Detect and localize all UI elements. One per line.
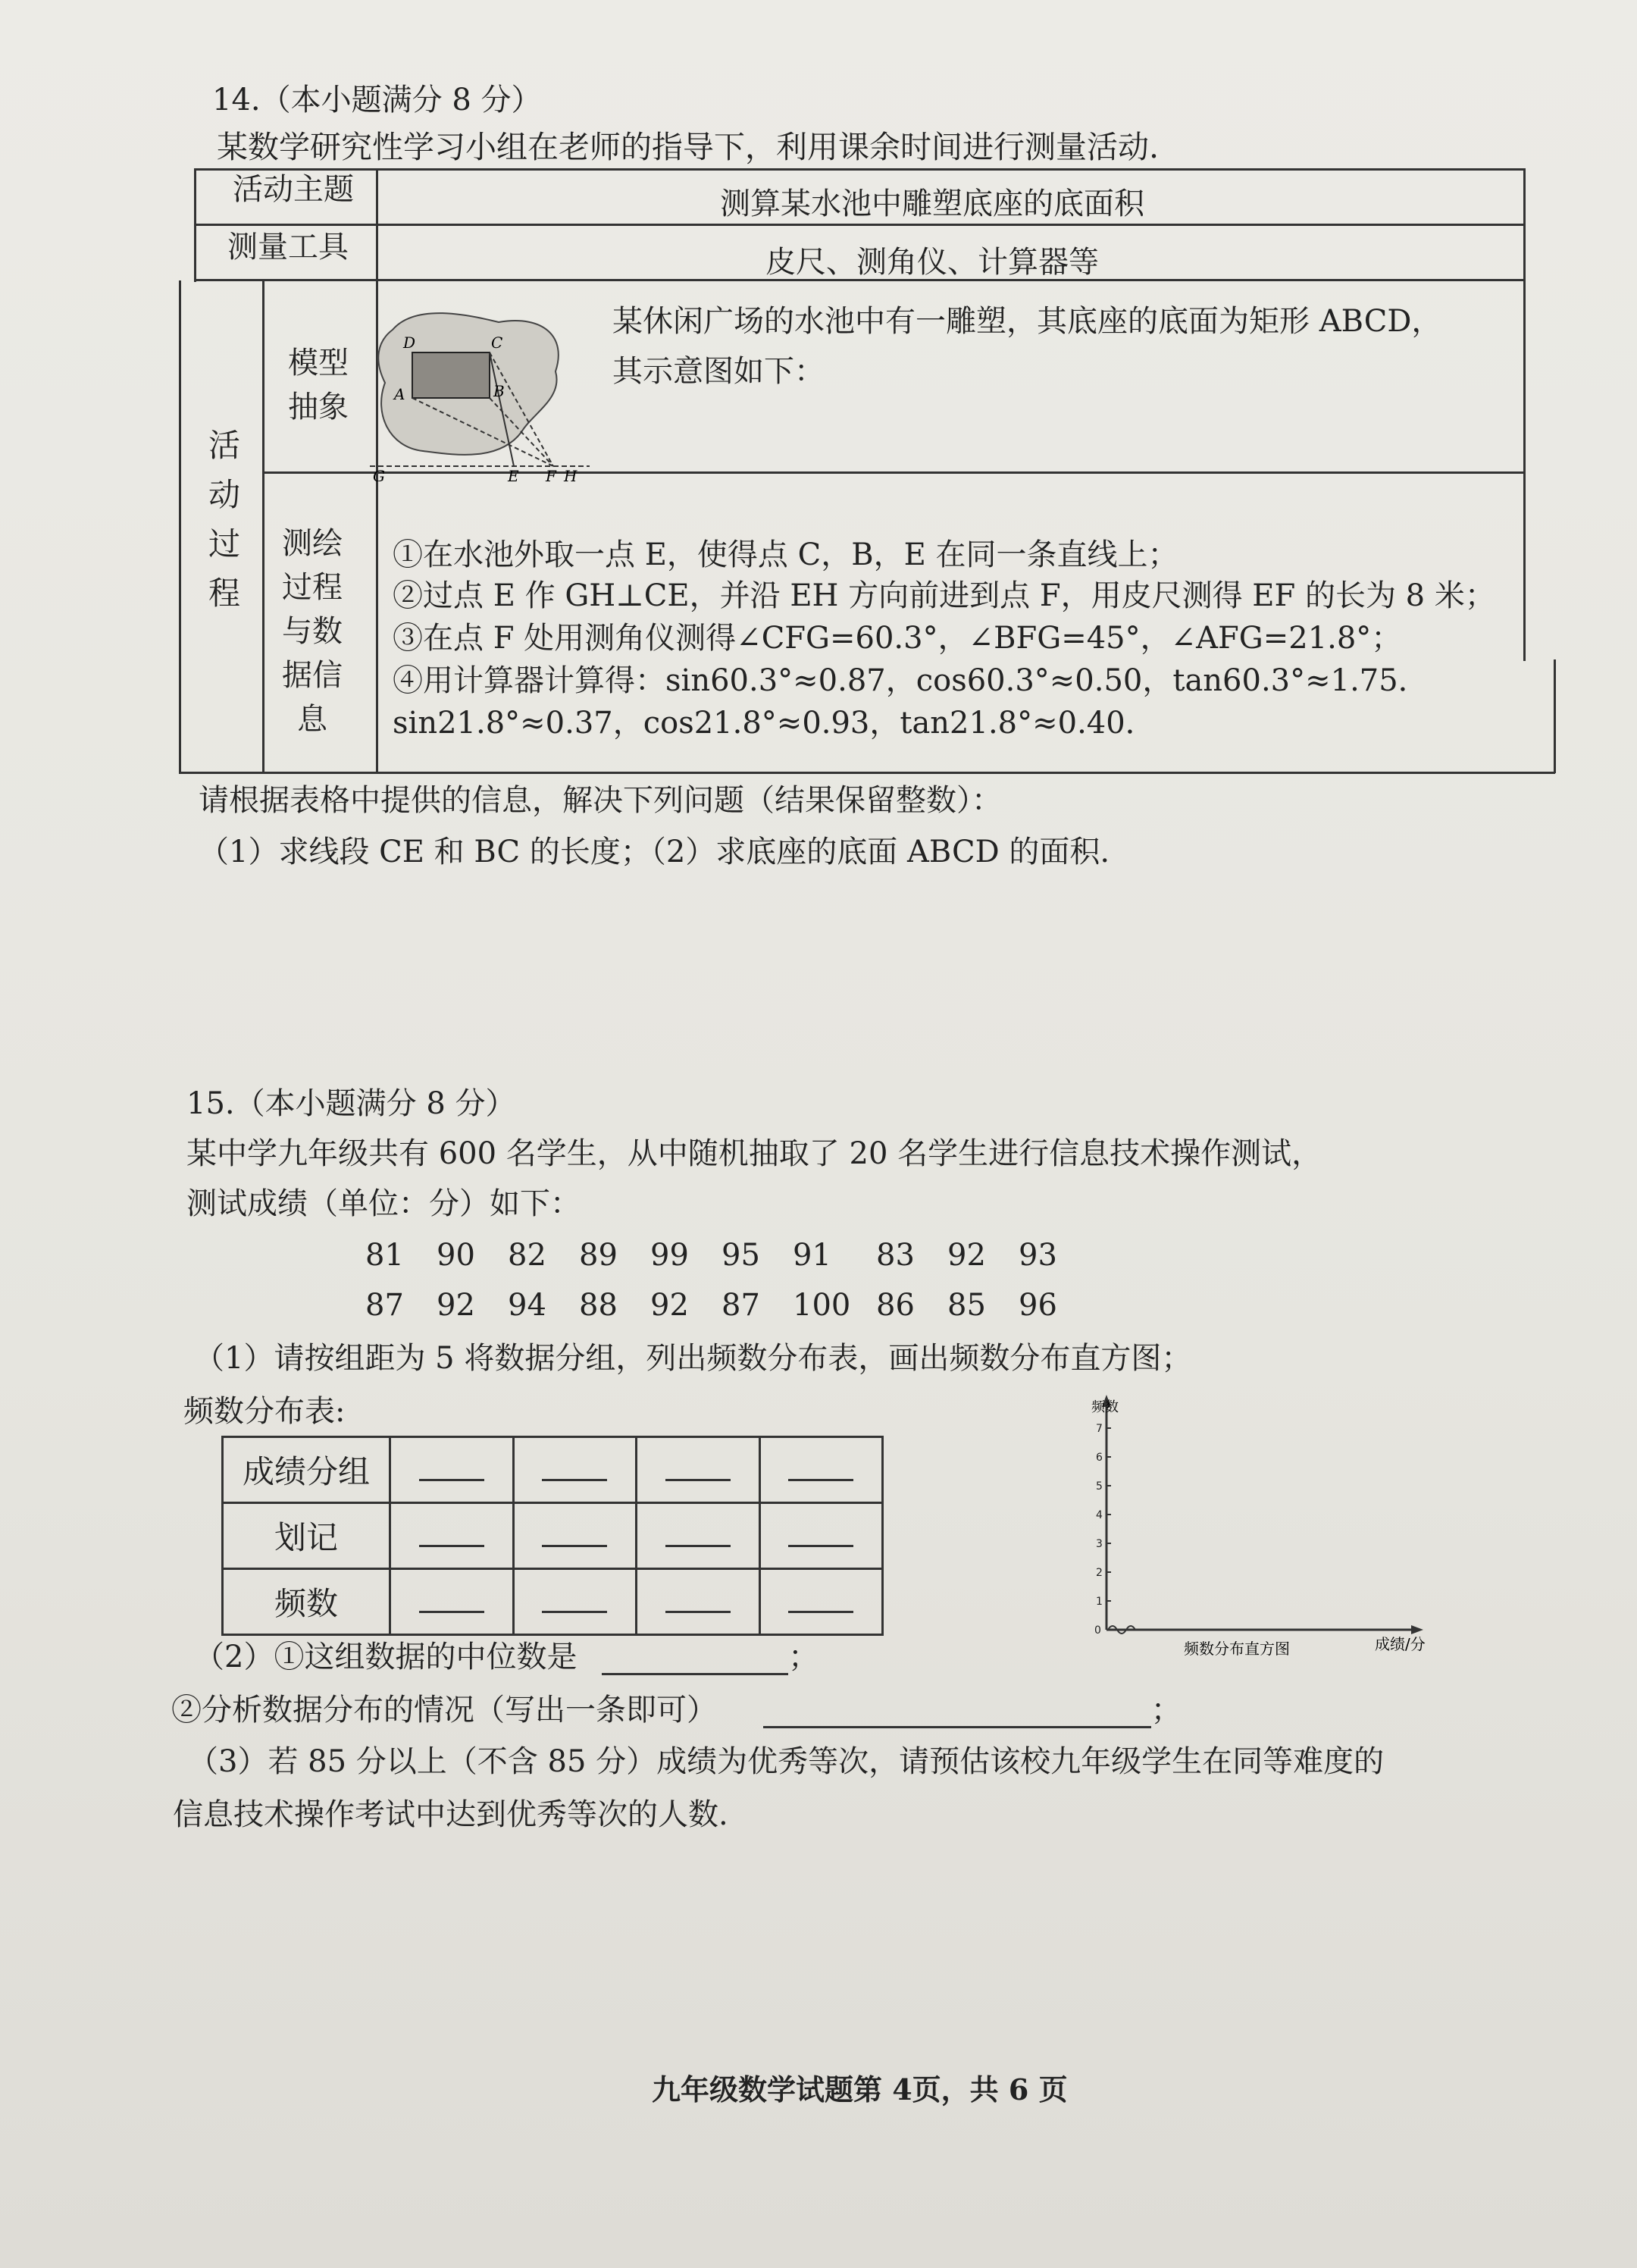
model-label: 模型抽象 (288, 346, 349, 424)
median-answer-blank[interactable] (602, 1643, 788, 1675)
score: 82 (508, 1238, 546, 1273)
semicolon: ； (1150, 1693, 1182, 1728)
y-tick: 6 (1096, 1452, 1103, 1464)
table-row (223, 1437, 883, 1503)
blank-cell[interactable] (637, 1503, 760, 1569)
step-4: ④用计算器计算得：sin60.3°≈0.87，cos60.3°≈0.50，tan60.3°≈1.75． (393, 663, 1429, 698)
score: 83 (876, 1238, 915, 1273)
histogram-caption: 频数分布直方图 (1184, 1640, 1290, 1658)
score: 96 (1019, 1288, 1057, 1323)
table-row (223, 1569, 883, 1635)
score: 94 (508, 1288, 546, 1323)
score: 87 (365, 1288, 404, 1323)
histogram-axes (1058, 1387, 1452, 1675)
y-tick: 5 (1096, 1480, 1103, 1493)
blank-cell[interactable] (513, 1437, 637, 1503)
label-G: G (373, 467, 385, 481)
label-H: H (564, 467, 577, 481)
q14-intro: 某数学研究性学习小组在老师的指导下，利用课余时间进行测量活动. (217, 129, 1160, 165)
y-tick: 4 (1096, 1509, 1103, 1521)
score: 85 (947, 1288, 986, 1323)
frequency-table (221, 1436, 884, 1636)
score: 89 (579, 1238, 618, 1273)
y-tick: 0 (1094, 1624, 1101, 1637)
model-text-1: 某休闲广场的水池中有一雕塑，其底座的底面为矩形 ABCD， (612, 304, 1442, 339)
q15-header: 15.（本小题满分 8 分） (186, 1086, 516, 1121)
score: 88 (579, 1288, 618, 1323)
y-tick: 1 (1096, 1596, 1103, 1608)
blank-cell[interactable] (759, 1437, 883, 1503)
step-2: ②过点 E 作 GH⊥CE，并沿 EH 方向前进到点 F，用皮尺测得 EF 的长为 8 米； (393, 578, 1495, 613)
table-row (223, 1503, 883, 1569)
blank-cell[interactable] (390, 1569, 514, 1635)
row-header: 成绩分组 (223, 1437, 390, 1503)
y-tick: 3 (1096, 1538, 1103, 1550)
step-1: ①在水池外取一点 E，使得点 C，B，E 在同一条直线上； (393, 537, 1178, 572)
score: 95 (721, 1238, 760, 1273)
score: 93 (1019, 1238, 1057, 1273)
score: 92 (947, 1238, 986, 1273)
process-label: 活动过程 (208, 427, 240, 612)
q15-part1: （1）请按组距为 5 将数据分组，列出频数分布表，画出频数分布直方图； (194, 1341, 1192, 1376)
q15-part2-2-row (171, 1692, 1182, 1728)
blank-cell[interactable] (390, 1437, 514, 1503)
row-header: 频数 (223, 1569, 390, 1635)
score: 92 (650, 1288, 689, 1323)
score: 90 (437, 1238, 475, 1273)
score: 100 (793, 1288, 851, 1323)
label-C: C (491, 334, 503, 352)
pool-diagram (370, 299, 590, 481)
score: 81 (365, 1238, 404, 1273)
score: 86 (876, 1288, 915, 1323)
row-value-tools: 皮尺、测角仪、计算器等 (765, 245, 1099, 280)
q14-header: 14.（本小题满分 8 分） (212, 83, 542, 117)
semicolon: ； (788, 1640, 819, 1674)
survey-label: 测绘过程与数据信息 (282, 526, 343, 737)
row-value-theme: 测算某水池中雕塑底座的底面积 (720, 186, 1144, 221)
label-A: A (394, 385, 405, 403)
q15-part3-1: （3）若 85 分以上（不含 85 分）成绩为优秀等次，请预估该校九年级学生在同等难度的 (188, 1744, 1385, 1779)
blank-cell[interactable] (759, 1569, 883, 1635)
scores-row-1 (365, 1237, 1090, 1273)
q15-part2-2: ②分析数据分布的情况（写出一条即可） (171, 1693, 717, 1728)
q15-intro-1: 某中学九年级共有 600 名学生，从中随机抽取了 20 名学生进行信息技术操作测试， (186, 1136, 1322, 1171)
label-B: B (493, 382, 505, 400)
model-text-2: 其示意图如下： (612, 354, 825, 389)
distribution-answer-blank[interactable] (763, 1696, 1151, 1728)
freq-table-title: 频数分布表: (183, 1394, 346, 1429)
page-footer: 九年级数学试题第 4页，共 6 页 (652, 2072, 1068, 2107)
blank-cell[interactable] (637, 1437, 760, 1503)
label-E: E (508, 467, 519, 481)
row-label-theme: 活动主题 (233, 172, 354, 207)
blank-cell[interactable] (390, 1503, 514, 1569)
score: 87 (721, 1288, 760, 1323)
score: 99 (650, 1238, 689, 1273)
y-tick: 7 (1096, 1423, 1103, 1435)
blank-cell[interactable] (513, 1569, 637, 1635)
row-header: 划记 (223, 1503, 390, 1569)
x-axis-label: 成绩/分 (1375, 1635, 1426, 1653)
q15-intro-2: 测试成绩（单位：分）如下： (186, 1186, 581, 1221)
blank-cell[interactable] (637, 1569, 760, 1635)
q14-instruction: 请根据表格中提供的信息，解决下列问题（结果保留整数）： (199, 783, 1002, 818)
score: 92 (437, 1288, 475, 1323)
blank-cell[interactable] (513, 1503, 637, 1569)
q15-part2-1-row (194, 1639, 818, 1675)
row-label-tools: 测量工具 (227, 230, 349, 265)
blank-cell[interactable] (759, 1503, 883, 1569)
label-D: D (403, 334, 416, 352)
y-axis-label: 频数 (1091, 1399, 1119, 1415)
step-4b: sin21.8°≈0.37，cos21.8°≈0.93，tan21.8°≈0.40． (393, 706, 1156, 741)
q14-parts: （1）求线段 CE 和 BC 的长度；（2）求底座的底面 ABCD 的面积. (199, 835, 1110, 869)
q15-part3-2: 信息技术操作考试中达到优秀等次的人数. (173, 1797, 728, 1832)
label-F: F (546, 467, 556, 481)
step-3: ③在点 F 处用测角仪测得∠CFG=60.3°，∠BFG=45°，∠AFG=21.8°； (393, 621, 1402, 656)
q15-part2-1: （2）①这组数据的中位数是 (194, 1640, 577, 1674)
y-tick: 2 (1096, 1567, 1103, 1579)
score: 91 (793, 1238, 831, 1273)
scores-row-2 (365, 1287, 1090, 1324)
